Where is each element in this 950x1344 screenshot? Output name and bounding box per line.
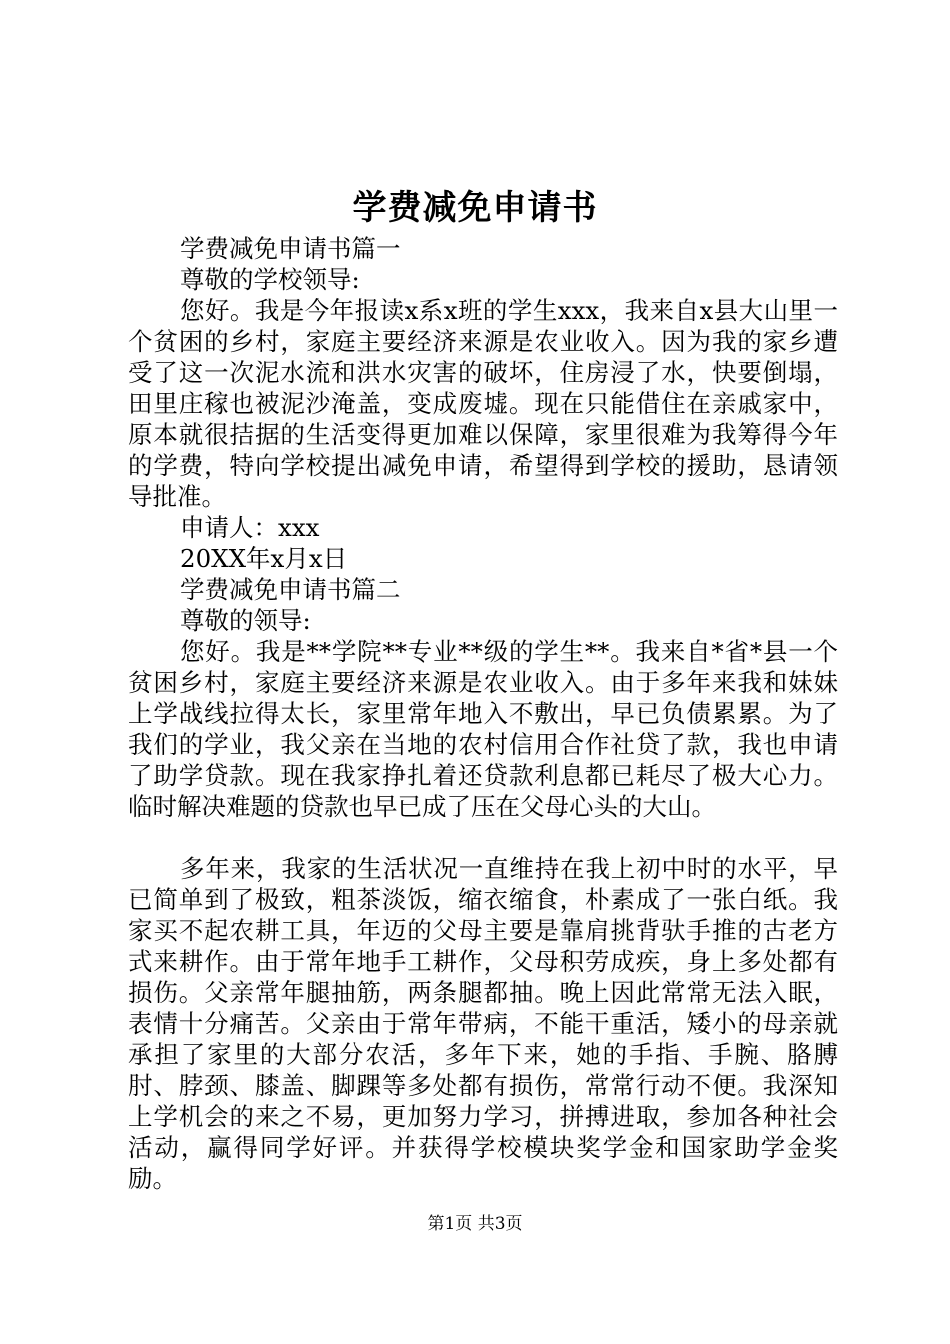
paragraph-spacer bbox=[128, 822, 838, 853]
salutation-one: 尊敬的学校领导: bbox=[180, 265, 360, 294]
document-body bbox=[128, 233, 838, 1194]
document-title: 学费减免申请书 bbox=[352, 188, 598, 228]
salutation-two: 尊敬的领导: bbox=[180, 606, 311, 635]
paragraph-request-two: 您好。我是**学院**专业**级的学生**。我来自*省*县一个贫困乡村，家庭主要经济来源是农业收入。由于多年来我和妹妹上学战线拉得太长，家里常年地入不敷出，早已负债累累。为了我们的学业，我父亲在当地的农村信用合作社贷了款，我也申请了助学贷款。现在我家挣扎着还贷款利息都已耗尽了极大心力。临时解决难题的贷款也早已成了压在父母心头的大山。 bbox=[128, 637, 838, 821]
date-line: 20XX年x月x日 bbox=[180, 544, 348, 573]
paragraph-request-one: 您好。我是今年报读x系x班的学生xxx，我来自x县大山里一个贫困的乡村，家庭主要经济来源是农业收入。因为我的家乡遭受了这一次泥水流和洪水灾害的破坏，住房浸了水，快要倒塌，田里庄稼也被泥沙淹盖，变成废墟。现在只能借住在亲戚家中，原本就很拮据的生活变得更加难以保障，家里很难为我筹得今年的学费，特向学校提出减免申请，希望得到学校的援助，恳请领导批准。 bbox=[128, 296, 838, 511]
section-heading-two: 学费减免申请书篇二 bbox=[180, 575, 401, 604]
section-heading-one: 学费减免申请书篇一 bbox=[180, 234, 401, 263]
applicant-line: 申请人：xxx bbox=[180, 513, 320, 542]
paragraph-family-situation: 多年来，我家的生活状况一直维持在我上初中时的水平，早已简单到了极致，粗茶淡饭，缩衣缩食，朴素成了一张白纸。我家买不起农耕工具，年迈的父母主要是靠肩挑背驮手推的古老方式来耕作。由于常年地手工耕作，父母积劳成疾，身上多处都有损伤。父亲常年腿抽筋，两条腿都抽。晚上因此常常无法入眠，表情十分痛苦。父亲由于常年带病，不能干重活，矮小的母亲就承担了家里的大部分农活，多年下来，她的手指、手腕、胳膊肘、脖颈、膝盖、脚踝等多处都有损伤，常常行动不便。我深知上学机会的来之不易，更加努力学习，拼搏进取，参加各种社会活动，赢得同学好评。并获得学校模块奖学金和国家助学金奖励。 bbox=[128, 854, 838, 1193]
page-footer: 第1页 共3页 bbox=[427, 1214, 523, 1234]
